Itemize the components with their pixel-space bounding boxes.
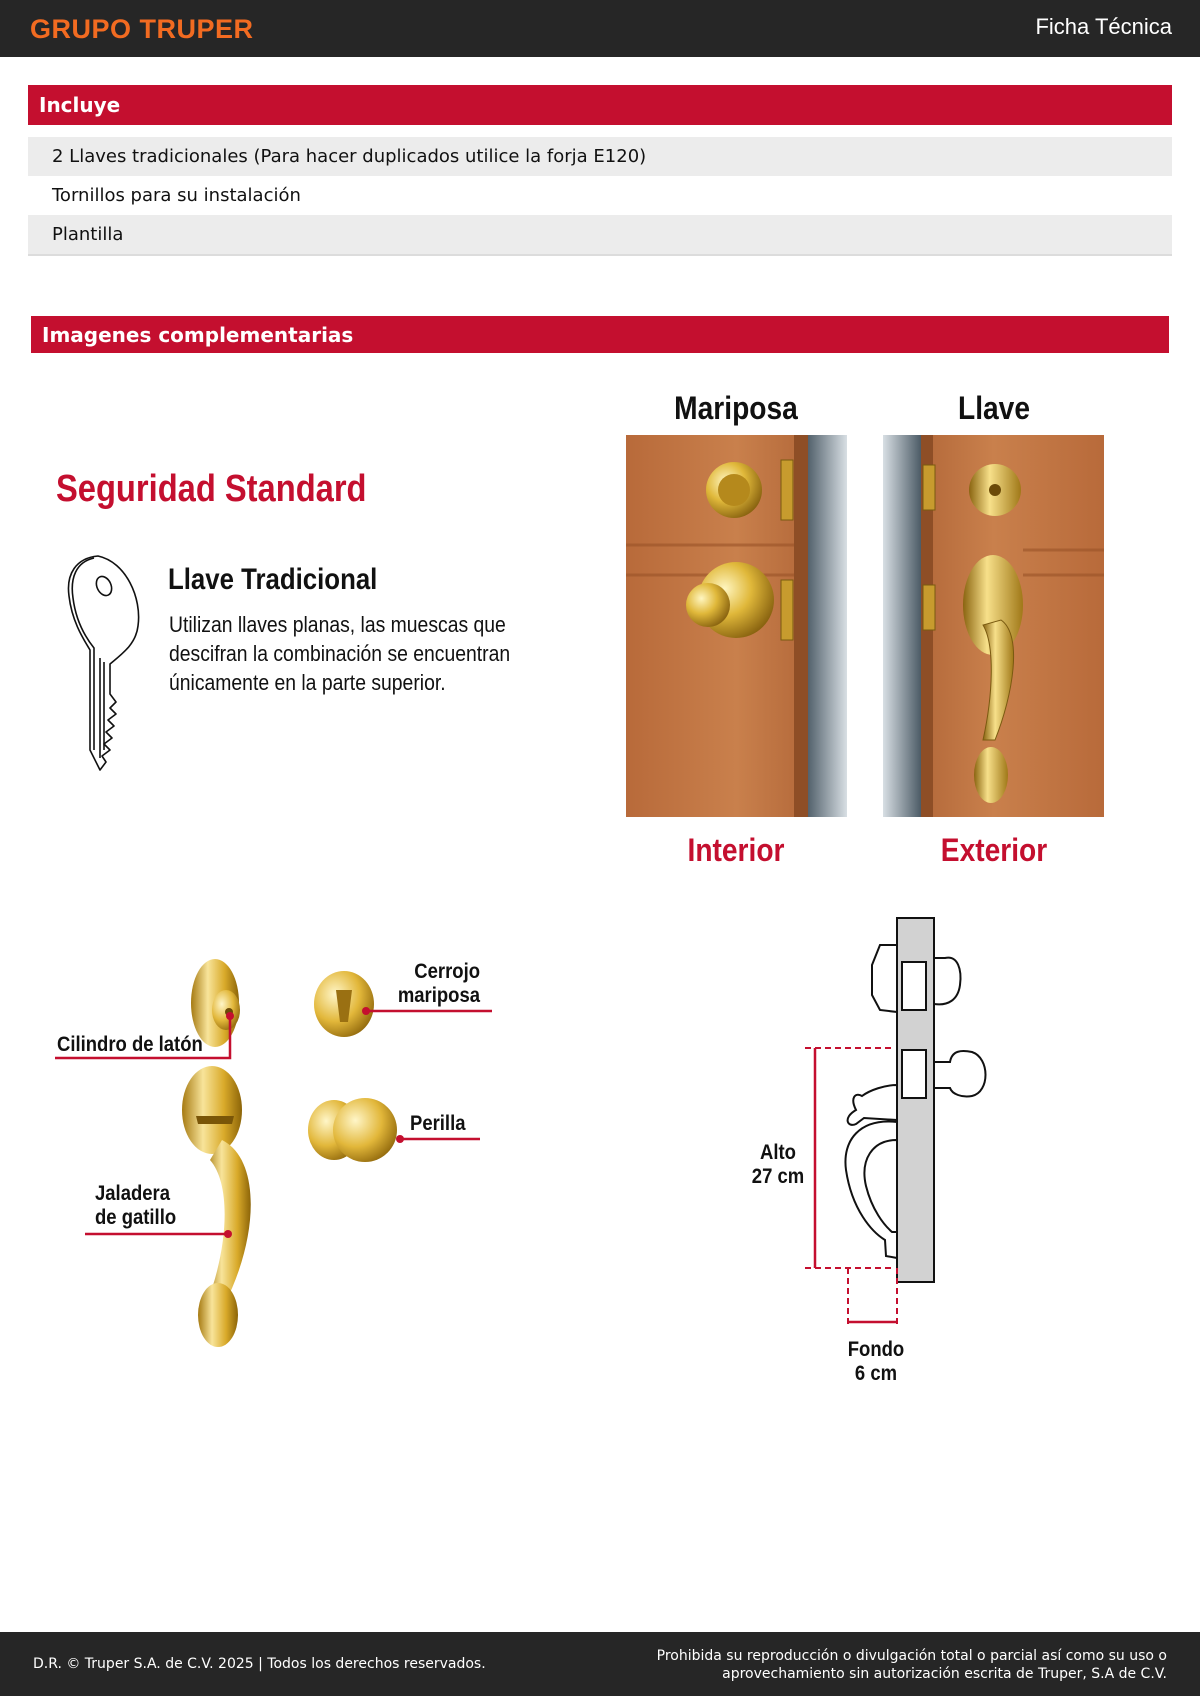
footer-legal-line2: aprovechamiento sin autorización escrita de Truper, S.A de C.V. (722, 1666, 1167, 1682)
callout-perilla: Perilla (410, 1112, 466, 1135)
dimension-alto-value: 27 cm (751, 1165, 805, 1188)
footer-legal-line1: Prohibida su reproducción o divulgación total o parcial así como su uso o (656, 1648, 1167, 1664)
key-type-title: Llave Tradicional (168, 563, 378, 596)
callout-jaladera: Jaladera de gatillo (95, 1182, 177, 1229)
document-title: Ficha Técnica (1035, 14, 1172, 39)
images-heading: Imagenes complementarias (42, 322, 354, 347)
footer-copyright: D.R. © Truper S.A. de C.V. 2025 | Todos los derechos reservados. (33, 1656, 486, 1672)
key-type-description: Utilizan llaves planas, las muescas que descifran la combinación se encuentran únicamente en la parte superior. (169, 612, 511, 695)
callout-cilindro: Cilindro de latón (57, 1033, 203, 1056)
callout-cerrojo: Cerrojo mariposa (397, 960, 480, 1007)
list-item-text: Tornillos para su instalación (52, 185, 301, 206)
dimension-alto-label: Alto (760, 1141, 796, 1164)
includes-heading: Incluye (39, 93, 121, 117)
dimension-fondo (841, 1338, 911, 1386)
security-title: Seguridad Standard (56, 468, 367, 510)
dimension-alto (743, 1141, 813, 1189)
photo-label-mariposa: Mariposa (674, 390, 798, 426)
brand-logo: GRUPO TRUPER (30, 14, 254, 44)
list-item-text: 2 Llaves tradicionales (Para hacer duplicados utilice la forja E120) (52, 146, 647, 167)
footer-legal (657, 1647, 1167, 1683)
dimension-fondo-value: 6 cm (854, 1362, 898, 1385)
dimension-fondo-label: Fondo (847, 1338, 905, 1361)
photo-label-llave: Llave (957, 390, 1030, 426)
photo-label-exterior: Exterior (940, 832, 1048, 868)
photo-label-interior: Interior (687, 832, 785, 868)
list-item-text: Plantilla (52, 224, 124, 245)
footer-bar (0, 1632, 1200, 1696)
